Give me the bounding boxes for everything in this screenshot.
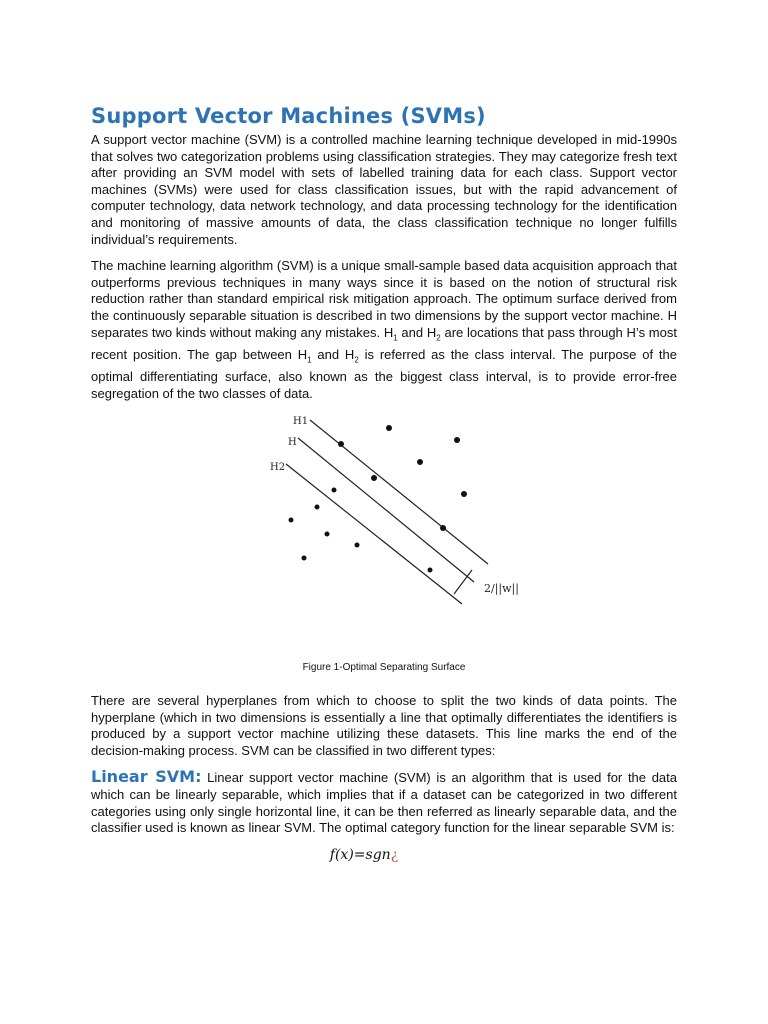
- class-b-point: [355, 543, 360, 548]
- class-b-point: [428, 568, 433, 573]
- paragraph-linear-svm: Linear SVM: Linear support vector machine (SVM) is an algorithm that is used for the data which can be linearly separable, which implies that if a dataset can be categorized in two different categories using only single horizontal line, it can be then referred as linearly separable data, and the classifier used is known as linear SVM. The optimal category function for the linear separable SVM is:: [91, 767, 677, 836]
- class-a-point: [338, 441, 344, 447]
- class-a-point: [440, 525, 446, 531]
- label-h: H: [288, 437, 297, 449]
- label-h1: H1: [293, 416, 309, 428]
- hyperplane-h: [298, 438, 474, 582]
- class-a-point: [417, 459, 423, 465]
- class-a-point: [386, 425, 392, 431]
- label-h2: H2: [270, 462, 286, 474]
- class-a-point: [461, 491, 467, 497]
- figure-caption: Figure 1-Optimal Separating Surface: [302, 662, 466, 674]
- class-b-point: [325, 532, 330, 537]
- page-title: Support Vector Machines (SVMs): [91, 104, 486, 128]
- hyperplane-h1: [310, 420, 488, 564]
- label-margin: 2/||w||: [484, 582, 519, 596]
- paragraph-hyperplanes: There are several hyperplanes from which to choose to split the two kinds of data points. The hyperplane (which in two dimensions is essentially a line that optimally differentiates the identifiers is produced by a support vector machine utilizing these datasets. This line marks the end of the decision-making process. SVM can be classified in two different types:: [91, 693, 677, 758]
- paragraph-intro: A support vector machine (SVM) is a controlled machine learning technique developed in mid-1990s that solves two categorization problems using classification strategies. They may categorize fresh text after providing an SVM model with sets of labelled training data for each class. Support vector machines (SVMs) were used for class classification issues, but with the rapid advancement of computer technology, data network technology, and data processing technology for the identification and monitoring of massive amounts of data, the class classification technique no longer fulfills individual’s requirements.: [91, 132, 677, 247]
- svm-figure: [91, 412, 677, 662]
- svm-diagram: [266, 412, 526, 612]
- class-a-point: [371, 475, 377, 481]
- class-b-point: [315, 505, 320, 510]
- paragraph-svm-algorithm: The machine learning algorithm (SVM) is a unique small-sample based data acquisition approach that outperforms previous techniques in many ways since it is based on the notion of structural risk reduction rather than standard empirical risk mitigation approach. The optimum surface derived from the continuously separable situation is described in two dimensions by the support vector machine. H separates two kinds without making any mistakes. $H_1$ and $H_2$ are locations that pass through H’s most recent position. The gap between $H_1$ and $H_2$ is referred as the class interval. The purpose of the optimal differentiating surface, also known as the biggest class interval, is to provide error-free segregation of the two classes of data.: [91, 258, 677, 401]
- linear-svm-heading: Linear SVM:: [91, 767, 202, 787]
- class-a-point: [454, 437, 460, 443]
- class-b-point: [332, 488, 337, 493]
- class-b-point: [289, 518, 294, 523]
- class-b-point: [302, 556, 307, 561]
- hyperplane-h2: [286, 464, 462, 604]
- document-page: [91, 104, 677, 863]
- optimal-category-formula: f(x)=sgn¿: [329, 846, 399, 863]
